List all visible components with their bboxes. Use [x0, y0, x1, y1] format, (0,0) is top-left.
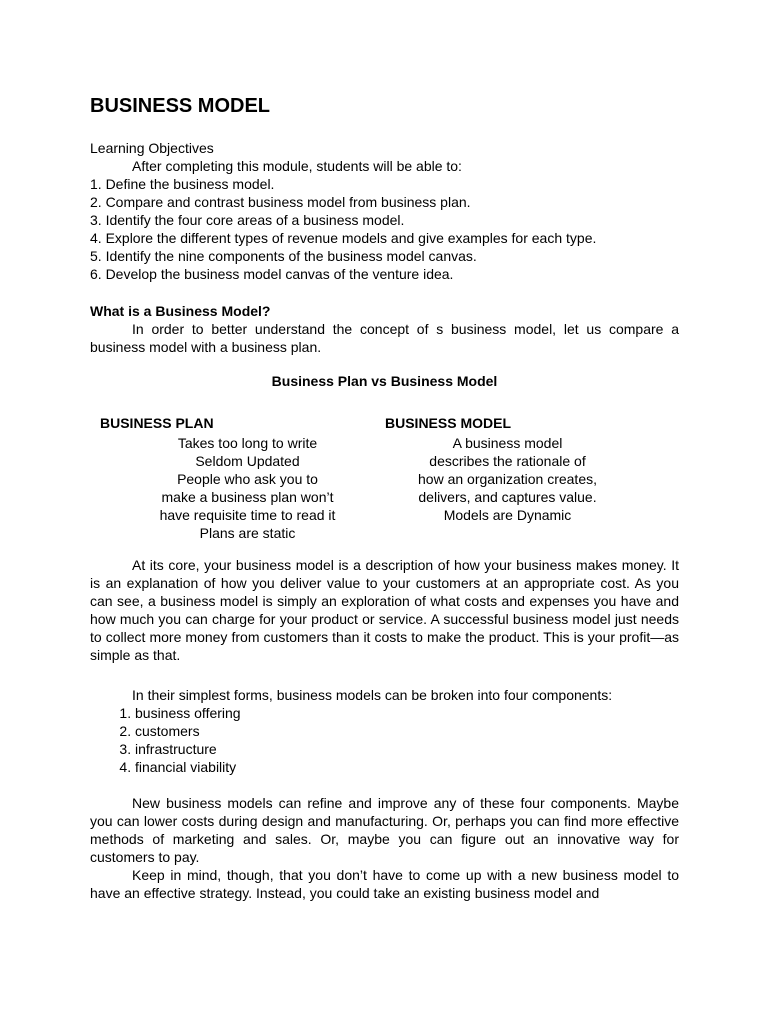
page-title: BUSINESS MODEL — [90, 95, 271, 117]
objective-item: 2. Compare and contrast business model from business plan. — [90, 194, 471, 210]
objective-item: 6. Develop the business model canvas of the venture idea. — [90, 266, 454, 282]
business-model-points — [385, 434, 630, 524]
learning-objectives-intro: After completing this module, students will be able to: — [132, 158, 462, 174]
model-line: A business model — [452, 435, 563, 451]
plan-line: Seldom Updated — [195, 453, 300, 469]
plan-line: Plans are static — [199, 525, 296, 541]
business-model-column — [385, 414, 655, 524]
objective-item: 4. Explore the different types of revenue models and give examples for each type. — [90, 230, 597, 246]
learning-objectives-heading: Learning Objectives — [90, 140, 214, 156]
learning-objectives-section — [90, 139, 679, 283]
plan-line: People who ask you to — [177, 471, 318, 487]
core-paragraph-section — [90, 556, 679, 664]
section-body: In order to better understand the concept of s business model, let us compare a business model with a business plan. — [90, 321, 679, 355]
new-models-paragraph: New business models can refine and improve any of these four components. Maybe you can lower costs during design and manufacturing. Or, perhaps you can find more effective methods of marketing and sales. Or, maybe you can figure out an innovative way for customers to pay. — [90, 795, 679, 865]
business-model-heading: BUSINESS MODEL — [385, 415, 512, 431]
comparison-title: Business Plan vs Business Model — [271, 373, 498, 389]
model-line: Models are Dynamic — [443, 507, 572, 523]
new-models-section — [90, 794, 679, 902]
what-is-business-model-section — [90, 302, 679, 356]
objective-item: 3. Identify the four core areas of a business model. — [90, 212, 405, 228]
model-line: delivers, and captures value. — [418, 489, 597, 505]
model-line: describes the rationale of — [429, 453, 586, 469]
business-plan-column — [100, 414, 350, 542]
plan-line: have requisite time to read it — [159, 507, 336, 523]
component-item: 2. customers — [135, 722, 679, 740]
component-item: 1. business offering — [135, 704, 679, 722]
model-line: how an organization creates, — [418, 471, 597, 487]
document-page — [90, 0, 679, 1024]
component-item: 3. infrastructure — [135, 740, 679, 758]
keep-in-mind-paragraph: Keep in mind, though, that you don’t have to come up with a new business model to have an effective strategy. Instead, you could take an existing business model and — [90, 867, 679, 901]
components-intro: In their simplest forms, business models can be broken into four components: — [132, 687, 613, 703]
plan-line: make a business plan won’t — [161, 489, 334, 505]
core-paragraph: At its core, your business model is a description of how your business makes money. It is an explanation of how you deliver value to your customers at an appropriate cost. As you can see, a business model is simply an exploration of what costs and expenses you have and how much you can charge for your product or service. A successful business model just needs to collect more money from customers than it costs to make the product. This is your profit—as simple as that. — [90, 557, 679, 663]
business-plan-heading: BUSINESS PLAN — [100, 415, 214, 431]
components-section — [90, 686, 679, 776]
business-plan-points — [125, 434, 370, 542]
plan-line: Takes too long to write — [177, 435, 318, 451]
section-heading: What is a Business Model? — [90, 303, 271, 319]
objective-item: 5. Identify the nine components of the business model canvas. — [90, 248, 477, 264]
component-item: 4. financial viability — [135, 758, 679, 776]
components-list — [90, 704, 679, 776]
objective-item: 1. Define the business model. — [90, 176, 275, 192]
